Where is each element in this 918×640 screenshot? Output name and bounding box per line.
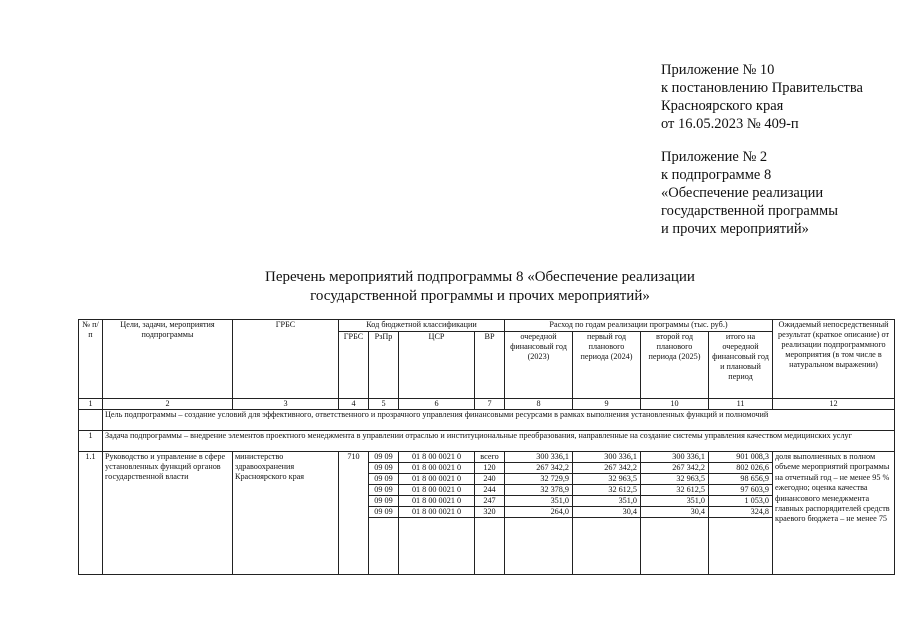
header-grbs: ГРБС <box>233 320 339 399</box>
csr-cell: 01 8 00 0021 0 <box>399 474 475 485</box>
task-no: 1 <box>79 431 103 452</box>
vr-cell: 120 <box>475 463 505 474</box>
y2025-cell: 32 612,5 <box>641 485 709 496</box>
appendix-line: «Обеспечение реализации <box>661 185 824 201</box>
header-no: № п/п <box>79 320 103 399</box>
table-row <box>79 452 895 463</box>
y2025-cell: 30,4 <box>641 507 709 518</box>
rzpr-cell: 09 09 <box>369 496 399 507</box>
blank-cell <box>475 518 505 575</box>
goal-text: Цель подпрограммы – создание условий для эффективного, ответственного и прозрачного управления финансовыми ресурсами в рамках выполнения установленных функций и полномочий <box>103 410 895 431</box>
total-cell: 802 026,6 <box>709 463 773 474</box>
header-code-vr: ВР <box>475 332 505 399</box>
appendix-line: государственной программы <box>661 203 838 219</box>
y2025-cell: 300 336,1 <box>641 452 709 463</box>
y2023-cell: 351,0 <box>505 496 573 507</box>
csr-cell: 01 8 00 0021 0 <box>399 496 475 507</box>
header-year-2025: второй год планового периода (2025) <box>641 332 709 399</box>
header-year-total: итого на очередной финансовый год и плановый период <box>709 332 773 399</box>
blank-cell <box>369 518 399 575</box>
y2023-cell: 267 342,2 <box>505 463 573 474</box>
item-grbs-name: министерство здравоохранения Красноярского края <box>233 452 339 575</box>
document-title <box>140 268 820 306</box>
appendix-line: Приложение № 2 <box>661 149 768 165</box>
total-cell: 1 053,0 <box>709 496 773 507</box>
header-code-csr: ЦСР <box>399 332 475 399</box>
appendix-line: к постановлению Правительства <box>661 80 863 96</box>
header-year-2023: очередной финансовый год (2023) <box>505 332 573 399</box>
column-number: 12 <box>773 399 895 410</box>
header-expenses: Расход по годам реализации программы (тыс. руб.) <box>505 320 773 332</box>
column-number: 9 <box>573 399 641 410</box>
y2024-cell: 30,4 <box>573 507 641 518</box>
rzpr-cell: 09 09 <box>369 463 399 474</box>
blank-cell <box>399 518 475 575</box>
column-number: 7 <box>475 399 505 410</box>
rzpr-cell: 09 09 <box>369 474 399 485</box>
column-number: 1 <box>79 399 103 410</box>
total-cell: 901 008,3 <box>709 452 773 463</box>
header-budget-code: Код бюджетной классификации <box>339 320 505 332</box>
header-code-grbs: ГРБС <box>339 332 369 399</box>
appendix-line: Красноярского края <box>661 98 784 114</box>
vr-cell: 320 <box>475 507 505 518</box>
column-number: 2 <box>103 399 233 410</box>
y2023-cell: 32 729,9 <box>505 474 573 485</box>
csr-cell: 01 8 00 0021 0 <box>399 463 475 474</box>
column-number: 6 <box>399 399 475 410</box>
y2024-cell: 267 342,2 <box>573 463 641 474</box>
rzpr-cell: 09 09 <box>369 485 399 496</box>
rzpr-cell: 09 09 <box>369 507 399 518</box>
y2025-cell: 267 342,2 <box>641 463 709 474</box>
item-result: доля выполненных в полном объеме мероприятий программы на отчетный год – не менее 95 % ежегодно; оценка качества финансового менеджмента главных распорядителей средств краевого бюджета – не менее 75 <box>773 452 895 575</box>
header-row-1 <box>79 320 895 332</box>
y2023-cell: 32 378,9 <box>505 485 573 496</box>
csr-cell: 01 8 00 0021 0 <box>399 485 475 496</box>
column-number: 5 <box>369 399 399 410</box>
blank-cell <box>573 518 641 575</box>
header-code-rzpr: РзПр <box>369 332 399 399</box>
csr-cell: 01 8 00 0021 0 <box>399 507 475 518</box>
vr-cell: 240 <box>475 474 505 485</box>
appendix-line: от 16.05.2023 № 409-п <box>661 116 799 132</box>
item-no: 1.1 <box>79 452 103 575</box>
blank-cell <box>505 518 573 575</box>
item-name: Руководство и управление в сфере установленных функций органов государственной власти <box>103 452 233 575</box>
appendix-line: к подпрограмме 8 <box>661 167 772 183</box>
appendix-line: и прочих мероприятий» <box>661 221 809 237</box>
task-text: Задача подпрограммы – внедрение элементов проектного менеджмента в управлении отраслью и институциональные преобразования, направленные на создание системы управления качеством медицинских услуг <box>103 431 895 452</box>
y2024-cell: 32 612,5 <box>573 485 641 496</box>
blank-cell <box>641 518 709 575</box>
total-cell: 97 603,9 <box>709 485 773 496</box>
column-numbers-row <box>79 399 895 410</box>
total-cell: 324,8 <box>709 507 773 518</box>
appendix-2-block <box>661 148 838 238</box>
y2024-cell: 300 336,1 <box>573 452 641 463</box>
blank-cell <box>709 518 773 575</box>
measures-table <box>78 319 895 575</box>
column-number: 11 <box>709 399 773 410</box>
header-goals: Цели, задачи, мероприятия подпрограммы <box>103 320 233 399</box>
y2025-cell: 351,0 <box>641 496 709 507</box>
vr-cell: всего <box>475 452 505 463</box>
item-grbs-code: 710 <box>339 452 369 575</box>
vr-cell: 247 <box>475 496 505 507</box>
y2023-cell: 264,0 <box>505 507 573 518</box>
rzpr-cell: 09 09 <box>369 452 399 463</box>
y2023-cell: 300 336,1 <box>505 452 573 463</box>
total-cell: 98 656,9 <box>709 474 773 485</box>
title-line: государственной программы и прочих мероприятий» <box>310 288 650 304</box>
y2024-cell: 351,0 <box>573 496 641 507</box>
y2024-cell: 32 963,5 <box>573 474 641 485</box>
vr-cell: 244 <box>475 485 505 496</box>
column-number: 10 <box>641 399 709 410</box>
csr-cell: 01 8 00 0021 0 <box>399 452 475 463</box>
header-year-2024: первый год планового периода (2024) <box>573 332 641 399</box>
goal-no-cell <box>79 410 103 431</box>
appendix-line: Приложение № 10 <box>661 62 775 78</box>
goal-row <box>79 410 895 431</box>
y2025-cell: 32 963,5 <box>641 474 709 485</box>
task-row <box>79 431 895 452</box>
title-line: Перечень мероприятий подпрограммы 8 «Обеспечение реализации <box>265 269 695 285</box>
appendix-10-block <box>661 61 863 133</box>
header-result: Ожидаемый непосредственный результат (краткое описание) от реализации подпрограммного мероприятия (в том числе в натуральном выражении) <box>773 320 895 399</box>
column-number: 3 <box>233 399 339 410</box>
column-number: 8 <box>505 399 573 410</box>
column-number: 4 <box>339 399 369 410</box>
